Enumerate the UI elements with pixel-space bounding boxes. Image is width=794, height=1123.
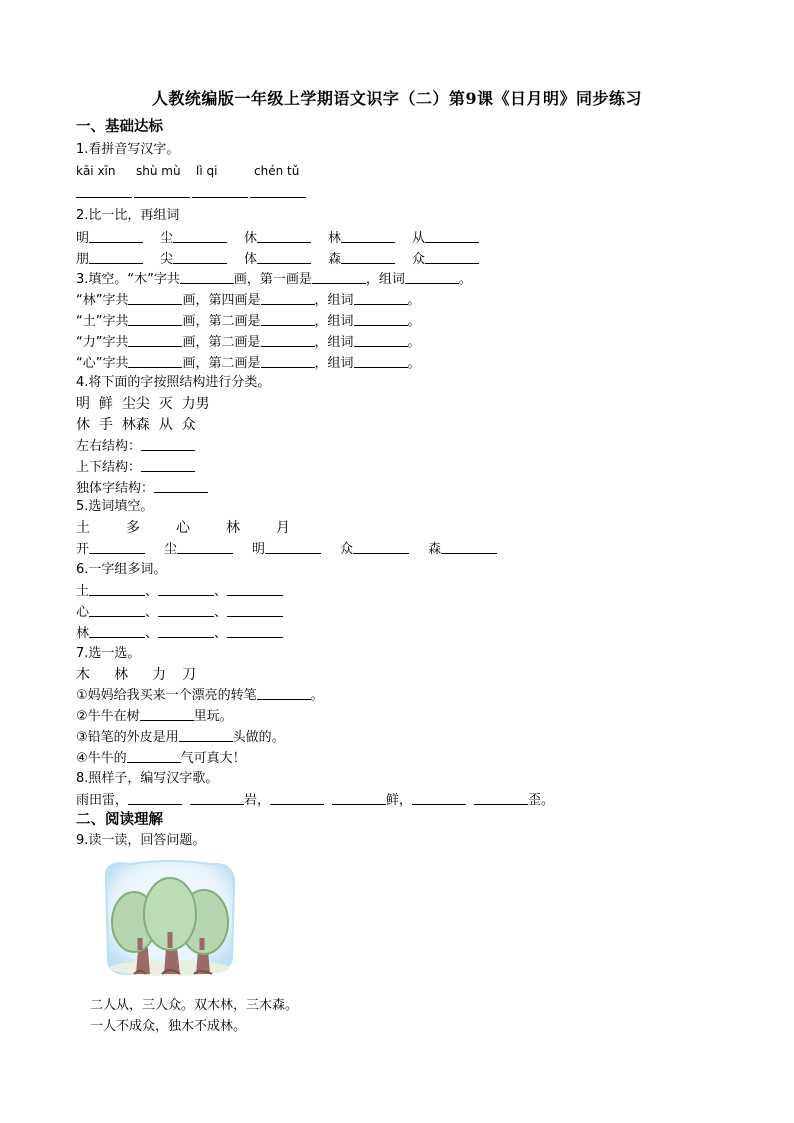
q2-char: 林: [328, 231, 342, 246]
q3-mid-label: 画，第二画是: [182, 356, 261, 371]
answer-blank[interactable]: [354, 312, 408, 326]
q3-end-label: ，组词: [365, 272, 405, 287]
q3-row-2: [76, 291, 421, 309]
q2-row-1: [76, 229, 479, 247]
q3-char-label: “林”字共: [76, 293, 129, 308]
q3-row-3: [76, 312, 421, 330]
answer-blank[interactable]: [128, 312, 182, 326]
q5-items: [76, 540, 497, 558]
q6-row-1: [76, 582, 283, 600]
answer-blank[interactable]: [441, 540, 497, 554]
answer-blank[interactable]: [261, 333, 315, 347]
q3-stop: 。: [407, 356, 421, 371]
q2-char: 从: [412, 231, 426, 246]
answer-blank[interactable]: [140, 707, 194, 721]
answer-blank[interactable]: [127, 749, 181, 763]
q2-char: 明: [76, 231, 90, 246]
q7-prompt: 7.选一选。: [76, 646, 141, 661]
song-text: 歪。: [528, 793, 555, 808]
q4-chars-line-1: 明 鲜 尘尖 灭 力男: [76, 396, 210, 412]
section-heading-reading: 二、阅读理解: [76, 812, 163, 828]
q3-stop: 。: [407, 293, 421, 308]
q5-item-char: 开: [76, 542, 90, 557]
answer-blank[interactable]: [76, 184, 132, 198]
sentence-text: 头做的。: [232, 730, 285, 745]
q7-sentence-3: [76, 728, 285, 746]
q2-char: 尖: [160, 252, 174, 267]
answer-blank[interactable]: [158, 582, 214, 596]
separator: 、: [145, 584, 159, 599]
answer-blank[interactable]: [354, 291, 408, 305]
q7-sentence-2: [76, 707, 233, 725]
option-word: 木: [76, 667, 90, 683]
answer-blank[interactable]: [474, 791, 528, 805]
sentence-text: 里玩。: [193, 709, 233, 724]
q3-end-label: ，组词: [314, 335, 354, 350]
q6-char: 心: [76, 605, 90, 620]
q2-char: 体: [244, 252, 258, 267]
answer-blank[interactable]: [354, 354, 408, 368]
q5-item-char: 众: [340, 542, 354, 557]
answer-blank[interactable]: [89, 624, 145, 638]
q3-row-5: [76, 354, 421, 372]
separator: 、: [214, 605, 228, 620]
answer-blank[interactable]: [257, 250, 311, 264]
answer-blank[interactable]: [261, 291, 315, 305]
q5-item-char: 明: [252, 542, 266, 557]
q2-char: 休: [244, 231, 258, 246]
sentence-text: ①妈妈给我买来一个漂亮的转笔: [76, 688, 257, 703]
answer-blank[interactable]: [425, 229, 479, 243]
separator: 、: [214, 626, 228, 641]
answer-blank[interactable]: [89, 540, 145, 554]
section-heading-basic: 一、基础达标: [76, 119, 163, 135]
answer-blank[interactable]: [257, 686, 311, 700]
q3-intro: 3.填空。: [76, 272, 128, 287]
q3-end-label: ，组词: [314, 314, 354, 329]
answer-blank[interactable]: [227, 624, 283, 638]
q3-char-label: “土”字共: [76, 314, 129, 329]
answer-blank[interactable]: [261, 312, 315, 326]
answer-blank[interactable]: [227, 603, 283, 617]
answer-blank[interactable]: [158, 603, 214, 617]
answer-blank[interactable]: [265, 540, 321, 554]
option-word: 月: [276, 520, 290, 536]
pinyin-1: kāi xīn: [76, 164, 116, 178]
answer-blank[interactable]: [354, 333, 408, 347]
q3-stop: 。: [407, 314, 421, 329]
option-word: 林: [226, 520, 240, 536]
answer-blank[interactable]: [250, 184, 306, 198]
answer-blank[interactable]: [353, 540, 409, 554]
q4-chars-line-2: 休 手 林森 从 众: [76, 417, 196, 433]
q3-mid-label: 画，第四画是: [182, 293, 261, 308]
answer-blank[interactable]: [190, 791, 244, 805]
option-word: 刀: [182, 667, 196, 683]
page-title: 人教统编版一年级上学期语文识字（二）第9课《日月明》同步练习: [151, 89, 643, 108]
answer-blank[interactable]: [158, 624, 214, 638]
answer-blank[interactable]: [173, 250, 227, 264]
q2-char: 尘: [160, 231, 174, 246]
song-text: 鲜，: [386, 793, 413, 808]
answer-blank[interactable]: [177, 540, 233, 554]
q6-char: 土: [76, 584, 90, 599]
answer-blank[interactable]: [128, 333, 182, 347]
answer-blank[interactable]: [425, 250, 479, 264]
answer-blank[interactable]: [89, 250, 143, 264]
q3-stop: 。: [458, 272, 472, 287]
separator: 、: [214, 584, 228, 599]
q9-prompt: 9.读一读，回答问题。: [76, 833, 206, 848]
sentence-text: 气可真大！: [180, 751, 246, 766]
answer-blank[interactable]: [192, 184, 248, 198]
answer-blank[interactable]: [89, 603, 145, 617]
option-word: 多: [126, 520, 140, 536]
reading-poem-line-1: 二人从，三人众。双木林，三木森。: [90, 998, 299, 1013]
category-label: 左右结构：: [76, 439, 142, 454]
q2-prompt: 2.比一比，再组词: [76, 208, 180, 223]
q3-char-label: “力”字共: [76, 335, 129, 350]
answer-blank[interactable]: [154, 479, 208, 493]
q3-char-label: “木”字共: [127, 272, 180, 287]
answer-blank[interactable]: [89, 582, 145, 596]
sentence-text: ③铅笔的外皮是用: [76, 730, 179, 745]
answer-blank[interactable]: [270, 791, 324, 805]
answer-blank[interactable]: [179, 728, 233, 742]
answer-blank[interactable]: [227, 582, 283, 596]
reading-poem-line-2: 一人不成众，独木不成林。: [90, 1019, 247, 1034]
q3-mid-label: 画，第一画是: [233, 272, 312, 287]
answer-blank[interactable]: [257, 229, 311, 243]
answer-blank[interactable]: [412, 791, 466, 805]
q1-pinyin-row: [76, 162, 314, 180]
q4-category-top-bottom: [76, 458, 195, 476]
answer-blank[interactable]: [261, 354, 315, 368]
q2-char: 众: [412, 252, 426, 267]
song-text: 岩，: [244, 793, 271, 808]
separator: 、: [145, 605, 159, 620]
pinyin-2: shù mù: [136, 164, 181, 178]
pinyin-3: lì qi: [196, 164, 218, 178]
option-word: 心: [176, 520, 190, 536]
option-word: 林: [114, 667, 128, 683]
q6-char: 林: [76, 626, 90, 641]
q8-song-line: [76, 791, 554, 809]
q4-category-single: [76, 479, 208, 497]
answer-blank[interactable]: [134, 184, 190, 198]
answer-blank[interactable]: [128, 791, 182, 805]
answer-blank[interactable]: [173, 229, 227, 243]
answer-blank[interactable]: [312, 270, 366, 284]
answer-blank[interactable]: [141, 458, 195, 472]
answer-blank[interactable]: [405, 270, 459, 284]
q2-char: 朋: [76, 252, 90, 267]
trees-illustration: [100, 856, 240, 980]
answer-blank[interactable]: [89, 229, 143, 243]
q1-prompt: 1.看拼音写汉字。: [76, 142, 180, 157]
q2-char: 森: [328, 252, 342, 267]
answer-blank[interactable]: [341, 229, 395, 243]
q4-prompt: 4.将下面的字按照结构进行分类。: [76, 375, 271, 390]
q4-category-left-right: [76, 437, 195, 455]
pinyin-4: chén tǔ: [254, 164, 300, 178]
q2-row-2: [76, 250, 479, 268]
q3-stop: 。: [407, 335, 421, 350]
sentence-text: ④牛牛的: [76, 751, 127, 766]
q8-prompt: 8.照样子，编写汉字歌。: [76, 771, 219, 786]
answer-blank[interactable]: [141, 437, 195, 451]
option-word: 土: [76, 520, 90, 536]
q3-row-1: [76, 270, 472, 288]
q3-mid-label: 画，第二画是: [182, 314, 261, 329]
q5-item-char: 森: [428, 542, 442, 557]
q5-prompt: 5.选词填空。: [76, 499, 154, 514]
answer-blank[interactable]: [180, 270, 234, 284]
answer-blank[interactable]: [128, 291, 182, 305]
q7-sentence-4: [76, 749, 246, 767]
q5-item-char: 尘: [164, 542, 178, 557]
q6-row-3: [76, 624, 283, 642]
q3-mid-label: 画，第二画是: [182, 335, 261, 350]
q6-row-2: [76, 603, 283, 621]
q6-prompt: 6.一字组多词。: [76, 562, 167, 577]
separator: 、: [145, 626, 159, 641]
category-label: 上下结构：: [76, 460, 142, 475]
q7-options: [76, 666, 196, 684]
sentence-text: ②牛牛在树: [76, 709, 140, 724]
sentence-text: 。: [310, 688, 324, 703]
q3-char-label: “心”字共: [76, 356, 129, 371]
q5-options: [76, 519, 290, 537]
category-label: 独体字结构：: [76, 481, 155, 496]
answer-blank[interactable]: [341, 250, 395, 264]
q1-answer-blanks: [76, 184, 306, 202]
q3-end-label: ，组词: [314, 356, 354, 371]
q3-row-4: [76, 333, 421, 351]
option-word: 力: [152, 667, 166, 683]
song-text: 雨田雷，: [76, 793, 129, 808]
q7-sentence-1: [76, 686, 324, 704]
answer-blank[interactable]: [128, 354, 182, 368]
q3-end-label: ，组词: [314, 293, 354, 308]
answer-blank[interactable]: [332, 791, 386, 805]
